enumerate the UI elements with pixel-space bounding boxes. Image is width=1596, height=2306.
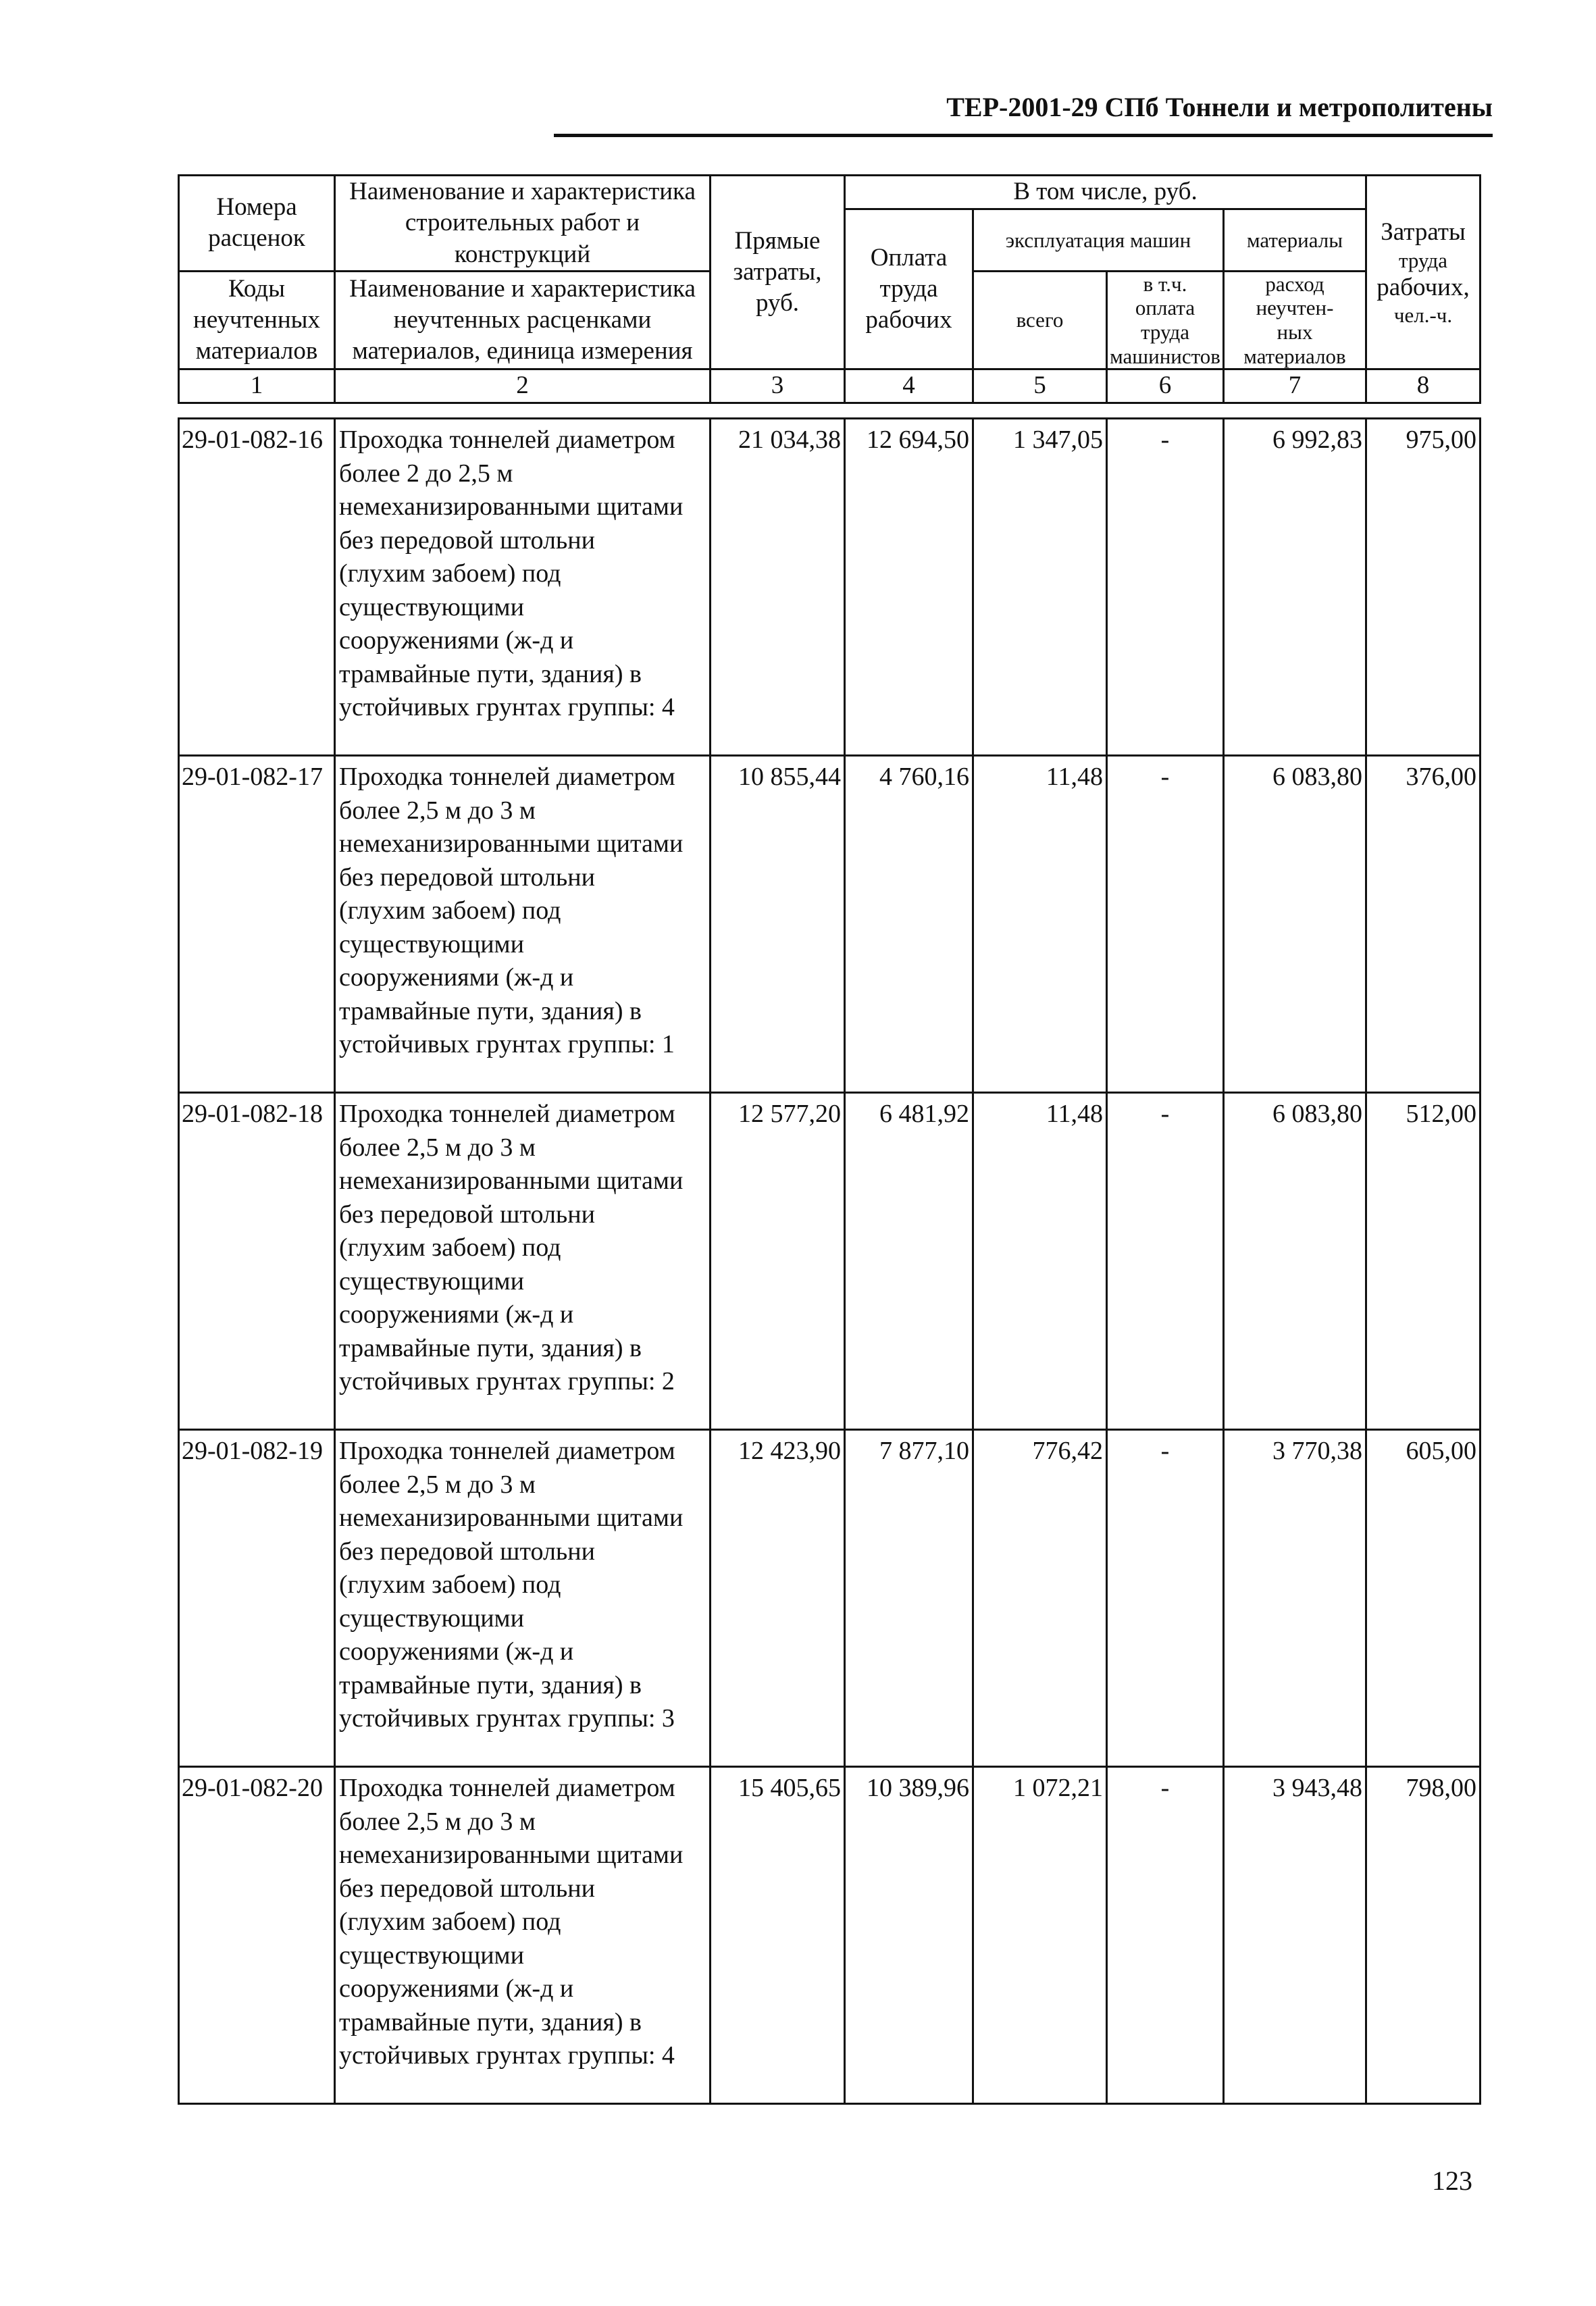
rate-code: 29-01-082-19 (179, 1430, 335, 1767)
description-line: Проходка тоннелей диаметром (339, 1774, 675, 1802)
col-number: 6 (1107, 369, 1224, 403)
description-line: трамвайные пути, здания) в (339, 659, 642, 688)
description-line: Проходка тоннелей диаметром (339, 426, 675, 454)
labor-wages: 7 877,10 (845, 1430, 973, 1767)
header-rule (554, 134, 1493, 137)
description-line: без передовой штольни (339, 1537, 595, 1566)
labor-hours: 512,00 (1366, 1093, 1481, 1430)
machinists-wages: - (1107, 1430, 1224, 1767)
machines-total: 1 072,21 (973, 1767, 1107, 2104)
description-line: трамвайные пути, здания) в (339, 1670, 642, 1699)
labor-hours: 605,00 (1366, 1430, 1481, 1767)
description-line: (глухим забоем) под (339, 559, 561, 588)
col3-header: Прямые затраты, руб. (711, 176, 845, 369)
machines-total: 1 347,05 (973, 419, 1107, 756)
col1-top-header: Номера расценок (179, 176, 335, 272)
machinists-wages: - (1107, 1093, 1224, 1430)
rate-code: 29-01-082-16 (179, 419, 335, 756)
col-number: 4 (845, 369, 973, 403)
description-line: немеханизированными щитами (339, 1167, 684, 1195)
direct-costs: 10 855,44 (711, 756, 845, 1093)
description-line: без передовой штольни (339, 1200, 595, 1229)
work-description (335, 1093, 711, 1430)
machinists-wages: - (1107, 419, 1224, 756)
description-line: более 2,5 м до 3 м (339, 1470, 536, 1499)
description-line: Проходка тоннелей диаметром (339, 1437, 675, 1465)
description-line: устойчивых грунтах группы: 4 (339, 2041, 675, 2070)
description-line: без передовой штольни (339, 1874, 595, 1903)
description-line: сооружениями (ж-д и (339, 1974, 574, 2003)
page-number: 123 (1432, 2166, 1472, 2196)
materials-cost: 3 770,38 (1224, 1430, 1366, 1767)
col2-top-header: Наименование и характеристика строительных работ и конструкций (335, 176, 711, 272)
col-number: 3 (711, 369, 845, 403)
labor-wages: 12 694,50 (845, 419, 973, 756)
materials-cost: 6 083,80 (1224, 756, 1366, 1093)
labor-hours: 798,00 (1366, 1767, 1481, 2104)
description-line: без передовой штольни (339, 863, 595, 892)
materials-cost: 3 943,48 (1224, 1767, 1366, 2104)
machinists-wages: - (1107, 756, 1224, 1093)
materials-cost: 6 992,83 (1224, 419, 1366, 756)
rate-code: 29-01-082-18 (179, 1093, 335, 1430)
description-line: устойчивых грунтах группы: 2 (339, 1367, 675, 1395)
direct-costs: 15 405,65 (711, 1767, 845, 2104)
col7-header: расход неучтен- ных материалов (1224, 271, 1366, 369)
description-line: трамвайные пути, здания) в (339, 2007, 642, 2036)
col5-header: всего (973, 271, 1107, 369)
description-line: существующими (339, 592, 524, 621)
description-line: немеханизированными щитами (339, 1504, 684, 1532)
labor-hours: 975,00 (1366, 419, 1481, 756)
table-row (179, 1093, 1481, 1430)
description-line: устойчивых грунтах группы: 4 (339, 693, 675, 721)
description-line: трамвайные пути, здания) в (339, 1333, 642, 1362)
rate-code: 29-01-082-17 (179, 756, 335, 1093)
rates-table (178, 417, 1481, 2105)
table-row (179, 1767, 1481, 2104)
col-number: 5 (973, 369, 1107, 403)
description-line: сооружениями (ж-д и (339, 1300, 574, 1329)
description-line: немеханизированными щитами (339, 1841, 684, 1869)
labor-hours: 376,00 (1366, 756, 1481, 1093)
col-number: 8 (1366, 369, 1481, 403)
col-number: 1 (179, 369, 335, 403)
description-line: более 2 до 2,5 м (339, 459, 513, 488)
description-line: (глухим забоем) под (339, 1233, 561, 1262)
group-header: В том числе, руб. (845, 176, 1366, 209)
labor-wages: 6 481,92 (845, 1093, 973, 1430)
col4-header: Оплата труда рабочих (845, 209, 973, 369)
description-line: устойчивых грунтах группы: 1 (339, 1030, 675, 1058)
description-line: немеханизированными щитами (339, 829, 684, 858)
rate-code: 29-01-082-20 (179, 1767, 335, 2104)
description-line: более 2,5 м до 3 м (339, 1133, 536, 1162)
description-line: без передовой штольни (339, 526, 595, 555)
description-line: трамвайные пути, здания) в (339, 996, 642, 1025)
description-line: более 2,5 м до 3 м (339, 796, 536, 825)
work-description (335, 756, 711, 1093)
machines-group-header: эксплуатация машин (973, 209, 1224, 272)
description-line: устойчивых грунтах группы: 3 (339, 1704, 675, 1733)
machines-total: 11,48 (973, 756, 1107, 1093)
description-line: немеханизированными щитами (339, 492, 684, 521)
description-line: более 2,5 м до 3 м (339, 1807, 536, 1836)
description-line: существующими (339, 929, 524, 958)
materials-group-header: материалы (1224, 209, 1366, 272)
col8-header: Затраты труда рабочих, чел.-ч. (1366, 176, 1481, 369)
table-header (178, 174, 1481, 404)
work-description (335, 1767, 711, 2104)
description-line: (глухим забоем) под (339, 1570, 561, 1599)
table-row (179, 1430, 1481, 1767)
description-line: сооружениями (ж-д и (339, 1637, 574, 1666)
labor-wages: 10 389,96 (845, 1767, 973, 2104)
machines-total: 776,42 (973, 1430, 1107, 1767)
col6-header: в т.ч. оплата труда машинистов (1107, 271, 1224, 369)
labor-wages: 4 760,16 (845, 756, 973, 1093)
direct-costs: 12 577,20 (711, 1093, 845, 1430)
materials-cost: 6 083,80 (1224, 1093, 1366, 1430)
description-line: (глухим забоем) под (339, 896, 561, 925)
col-number: 7 (1224, 369, 1366, 403)
table-row (179, 756, 1481, 1093)
description-line: Проходка тоннелей диаметром (339, 763, 675, 791)
table-row (179, 419, 1481, 756)
description-line: сооружениями (ж-д и (339, 626, 574, 655)
col-number: 2 (335, 369, 711, 403)
direct-costs: 12 423,90 (711, 1430, 845, 1767)
work-description (335, 419, 711, 756)
machinists-wages: - (1107, 1767, 1224, 2104)
direct-costs: 21 034,38 (711, 419, 845, 756)
col1-bottom-header: Коды неучтенных материалов (179, 271, 335, 369)
document-title: ТЕР-2001-29 СПб Тоннели и метрополитены (946, 92, 1493, 122)
work-description (335, 1430, 711, 1767)
description-line: существующими (339, 1266, 524, 1296)
col2-bottom-header: Наименование и характеристика неучтенных расценками материалов, единица измерения (335, 271, 711, 369)
description-line: Проходка тоннелей диаметром (339, 1100, 675, 1128)
machines-total: 11,48 (973, 1093, 1107, 1430)
description-line: сооружениями (ж-д и (339, 963, 574, 992)
description-line: (глухим забоем) под (339, 1907, 561, 1936)
description-line: существующими (339, 1604, 524, 1633)
description-line: существующими (339, 1941, 524, 1970)
